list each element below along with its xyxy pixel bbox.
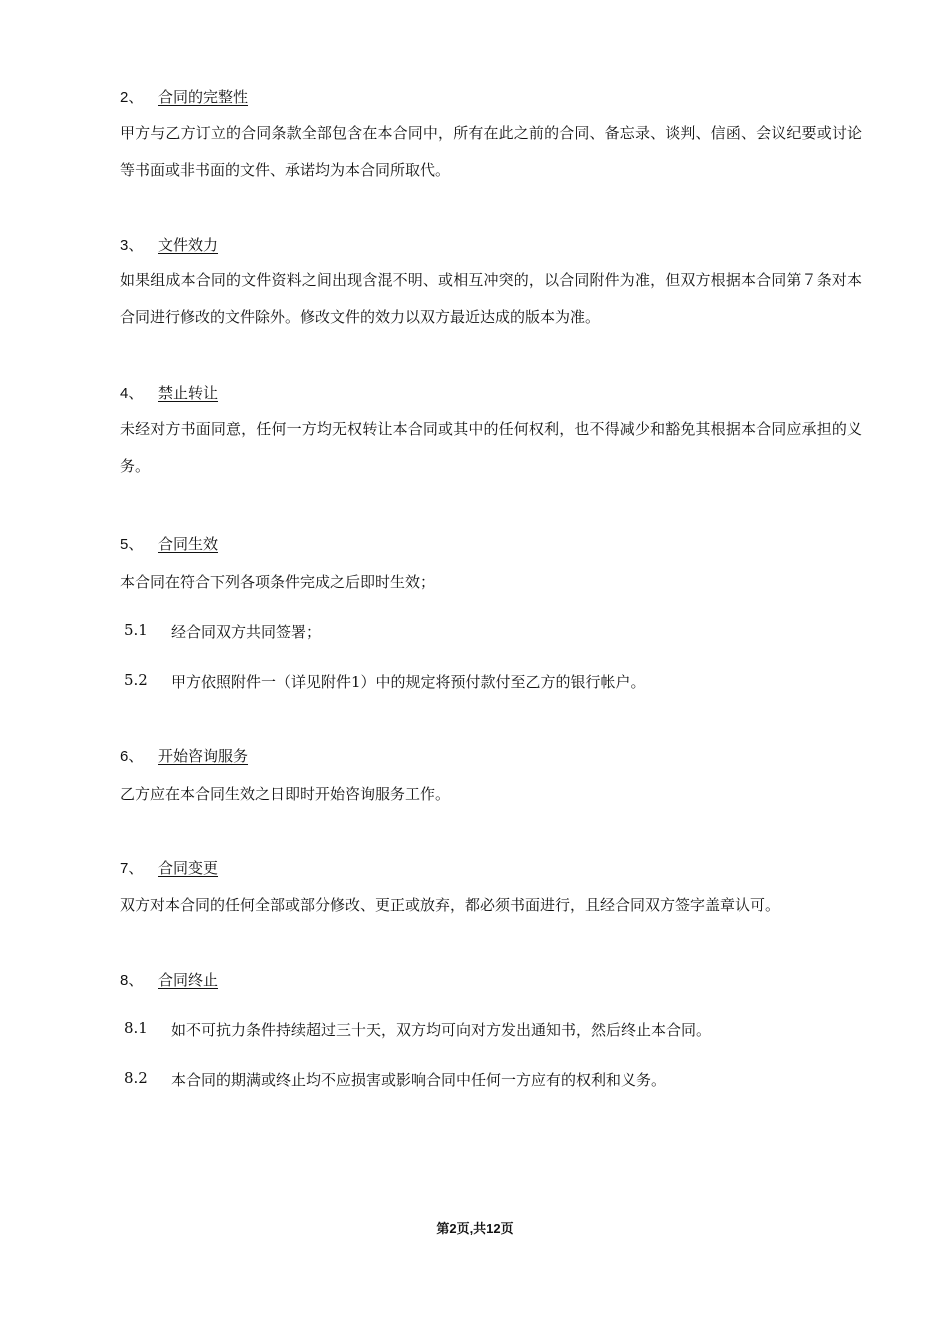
section-5-number: 5、 bbox=[120, 536, 144, 553]
section-4-text: 未经对方书面同意，任何一方均无权转让本合同或其中的任何权利，也不得减少和豁免其根据本合同应承担的义务。 bbox=[120, 420, 862, 475]
section-5-title: 合同生效 bbox=[158, 535, 219, 553]
section-7-text: 双方对本合同的任何全部或部分修改、更正或放弃，都必须书面进行，且经合同双方签字盖章认可。 bbox=[120, 896, 781, 914]
item-5-1-number: 5.1 bbox=[124, 621, 148, 639]
section-6-title: 开始咨询服务 bbox=[158, 747, 249, 765]
section-4-title: 禁止转让 bbox=[158, 384, 219, 402]
item-5-2-text: 甲方依照附件一（详见附件1）中的规定将预付款付至乙方的银行帐户。 bbox=[171, 673, 646, 691]
section-3-number: 3、 bbox=[120, 237, 144, 254]
section-6-text: 乙方应在本合同生效之日即时开始咨询服务工作。 bbox=[120, 785, 451, 803]
section-8-number: 8、 bbox=[120, 972, 144, 989]
item-8-1-text: 如不可抗力条件持续超过三十天，双方均可向对方发出通知书，然后终止本合同。 bbox=[171, 1021, 712, 1039]
item-8-2-number: 8.2 bbox=[124, 1069, 148, 1087]
item-8-2-text: 本合同的期满或终止均不应损害或影响合同中任何一方应有的权利和义务。 bbox=[171, 1071, 667, 1089]
section-5-text: 本合同在符合下列各项条件完成之后即时生效； bbox=[120, 573, 436, 591]
section-7-title: 合同变更 bbox=[158, 859, 219, 877]
section-2-text: 甲方与乙方订立的合同条款全部包含在本合同中，所有在此之前的合同、备忘录、谈判、信函、会议纪要或讨论等书面或非书面的文件、承诺均为本合同所取代。 bbox=[120, 124, 862, 179]
section-7-number: 7、 bbox=[120, 860, 144, 877]
section-4-number: 4、 bbox=[120, 385, 144, 402]
item-5-2-number: 5.2 bbox=[124, 671, 148, 689]
section-2-number: 2、 bbox=[120, 89, 144, 106]
section-2-title: 合同的完整性 bbox=[158, 88, 249, 106]
page-footer: 第2页,共12页 bbox=[436, 1221, 514, 1236]
item-8-1-number: 8.1 bbox=[124, 1019, 148, 1037]
section-3-text: 如果组成本合同的文件资料之间出现含混不明、或相互冲突的，以合同附件为准，但双方根据本合同第７条对本合同进行修改的文件除外。修改文件的效力以双方最近达成的版本为准。 bbox=[120, 271, 862, 326]
item-5-1-text: 经合同双方共同签署； bbox=[171, 623, 322, 641]
section-3-title: 文件效力 bbox=[158, 236, 219, 254]
section-6-number: 6、 bbox=[120, 748, 144, 765]
section-8-title: 合同终止 bbox=[158, 971, 219, 989]
